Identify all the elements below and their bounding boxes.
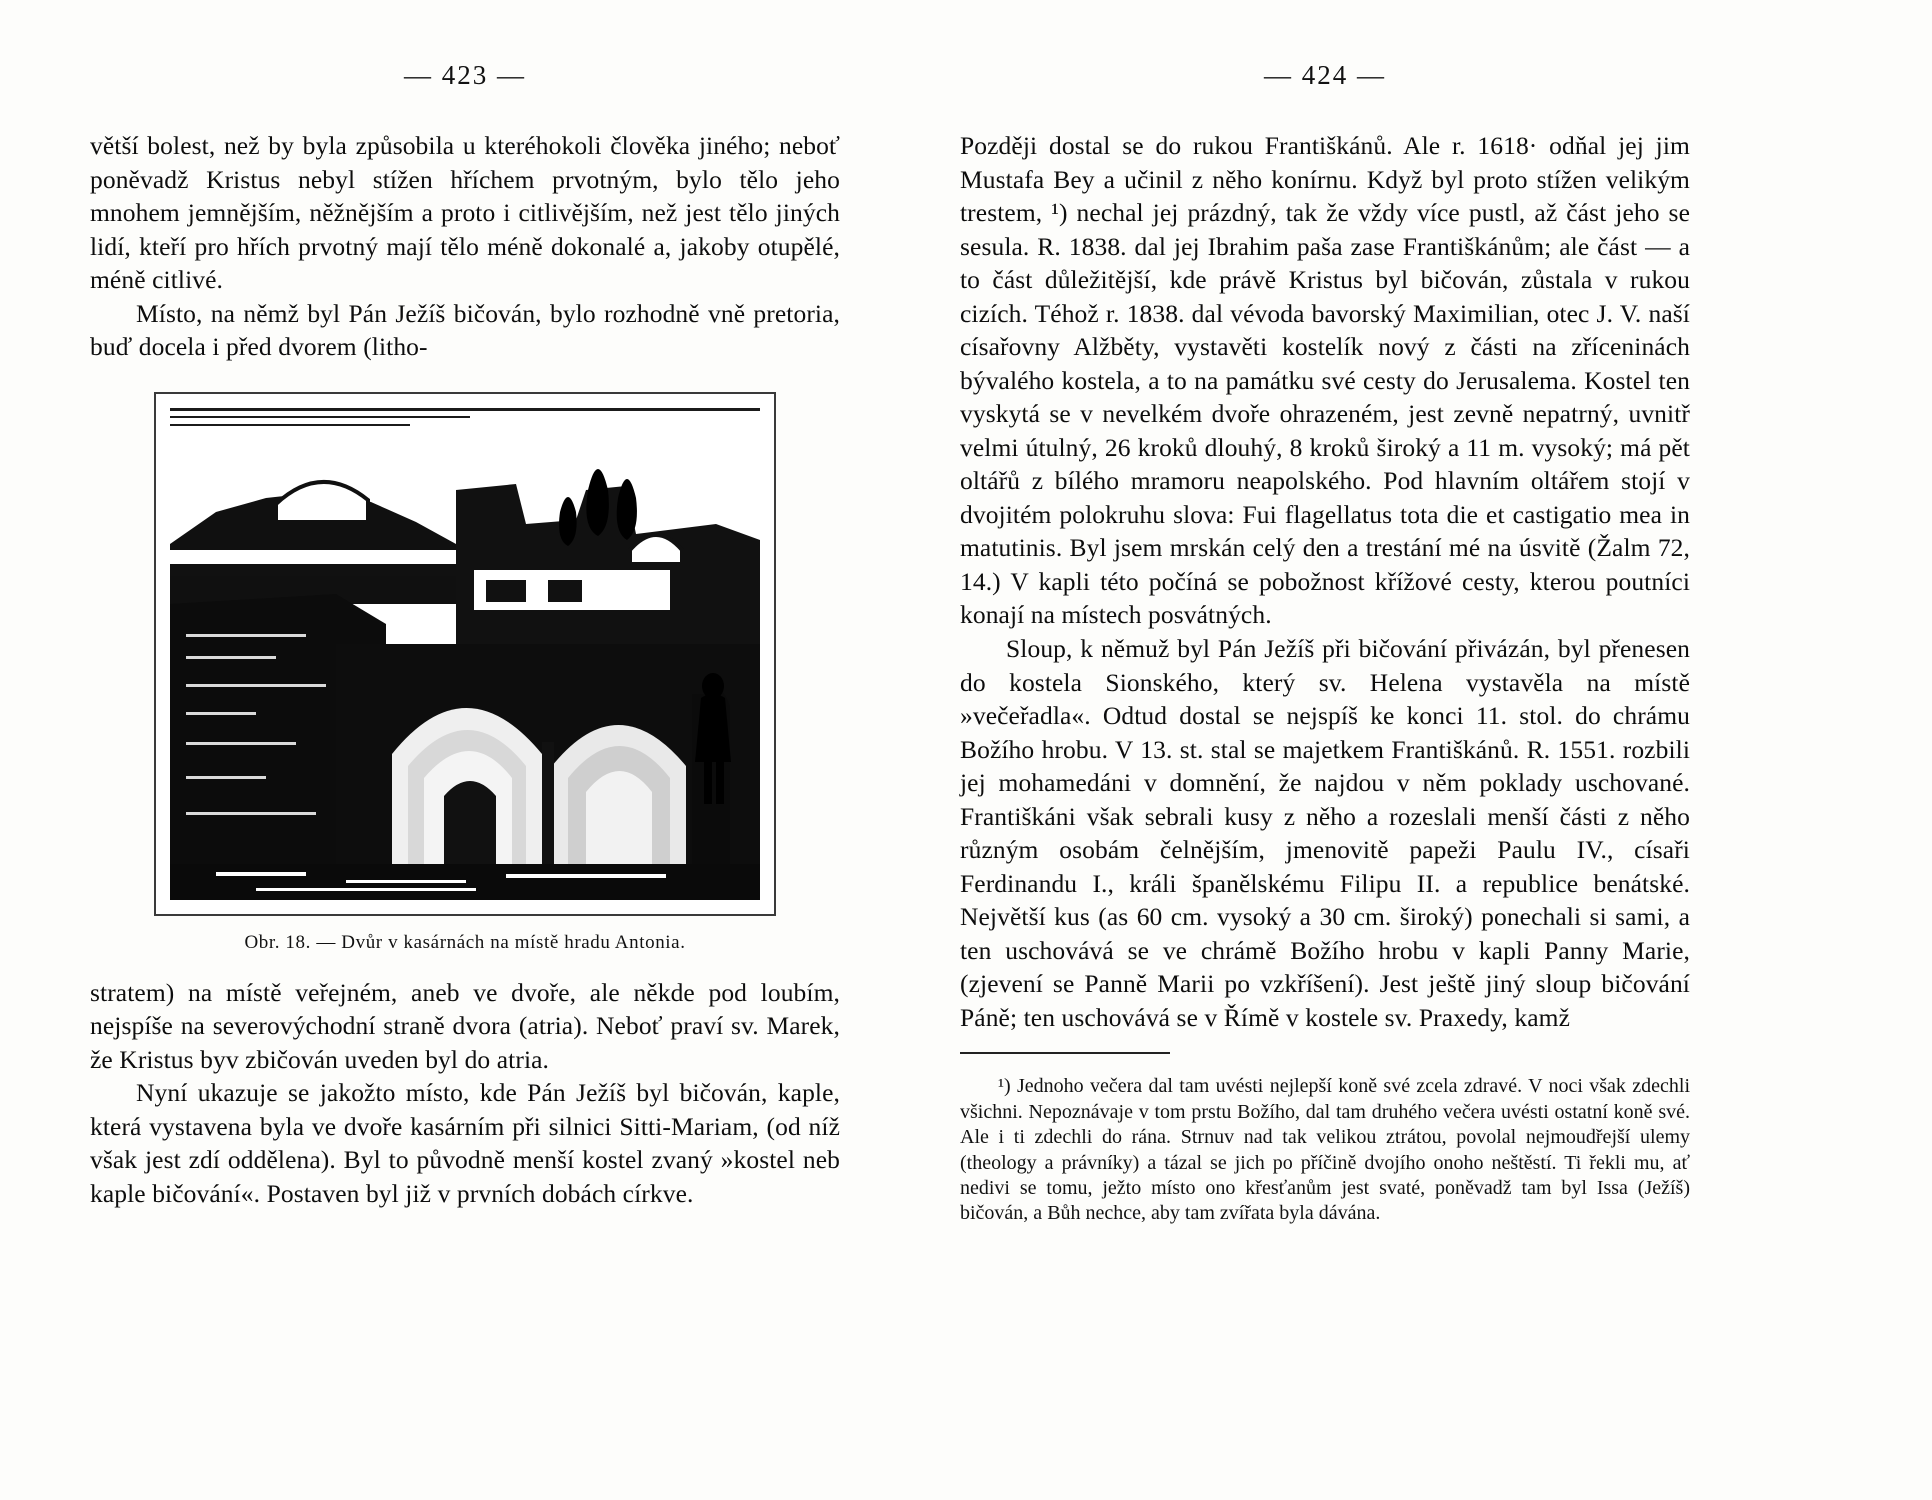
footnote-marker: ¹) bbox=[998, 1075, 1011, 1098]
left-page-body-after-figure bbox=[90, 976, 840, 1211]
figure-block bbox=[90, 392, 840, 954]
footnote-block bbox=[960, 1074, 1690, 1226]
illustration-frame bbox=[154, 392, 776, 916]
right-page-body bbox=[960, 129, 1690, 1034]
footnote-text bbox=[960, 1074, 1690, 1226]
left-page-body bbox=[90, 129, 840, 364]
paragraph: Místo, na němž byl Pán Ježíš bičován, bylo rozhodně vně pretoria, buď docela i před dvorem (litho- bbox=[90, 298, 840, 362]
paragraph: Sloup, k němuž byl Pán Ježíš při bičování přivázán, byl přenesen do kostela Sionského, který sv. Helena vystavěla na místě »večeřadla«. Odtud dostal se nejspíš ke konci 11. stol. do chrámu Božího hrobu. V 13. st. stal se majetkem Františkánů. R. 1551. rozbili jej mohamedáni v domnění, že najdou v něm poklady uschované. Františkáni však sebrali kusy z něho a rozeslali menší části z něho různým osobám čelnějším, jmenovitě papeži Paulu IV., císaři Ferdinandu I., králi španělskému Filipu II. a republice benátské. Největší kus (as 60 cm. vysoký a 30 cm. široký) ponechali si sami, a ten uschovává se ve chrámě Božího hrobu v kapli Panny Marie, (zjevení se Panně Marii po vzkříšení). Jest ještě jiný sloup bičování Páně; ten uschovává se v Římě v kostele sv. Praxedy, kamž bbox=[960, 633, 1690, 1032]
paragraph: větší bolest, než by byla způsobila u kteréhokoli člověka jiného; neboť poněvadž Kristus nebyl stížen hříchem prvotným, bylo tělo jeho mnohem jemnějším, něžnějším a proto i citlivějším, než jest tělo jiných lidí, kteří pro hřích prvotný mají tělo méně dokonalé a, jakoby otupělé, méně citlivé. bbox=[90, 131, 840, 295]
woodcut-courtyard-antonia-icon bbox=[156, 394, 774, 914]
page-number-right: — 424 — bbox=[1264, 60, 1386, 90]
paragraph: Nyní ukazuje se jakožto místo, kde Pán Ježíš byl bičován, kaple, která vystavena byla ve dvoře kasárním při silnici Sitti-Mariam, (od níž však jest zdí oddělena). Byl to původně menší kostel zvaný »kostel neb kaple bičování«. Postaven byl již v prvních dobách církve. bbox=[90, 1078, 840, 1208]
footnote-body: Jednoho večera dal tam uvésti nejlepší koně své zcela zdravé. V noci však zdechli všichni. Nepoznávaje v tom prstu Božího, dal tam druhého večera uvésti ostatní koně své. Ale i ti zdechli do rána. Strnuv nad tak velikou ztrátou, povolal nejmoudřejší ulemy (theology a právníky) a tázal se jich po příčině dvojího onoho neštěstí. Ti řekli mu, ať nedivi se tomu, ježto místo ono křesťanům jest svaté, poněvadž tam byl Issa (Ježíš) bičován, a Bůh nechce, aby tam zvířata byla dávána. bbox=[960, 1075, 1691, 1225]
footnote-divider bbox=[960, 1052, 1170, 1054]
right-page bbox=[890, 60, 1690, 1500]
figure-caption: Obr. 18. — Dvůr v kasárnách na místě hradu Antonia. bbox=[244, 931, 686, 953]
left-page bbox=[90, 60, 890, 1500]
paragraph: Později dostal se do rukou Františkánů. Ale r. 1618· odňal jej jim Mustafa Bey a učinil z něho konírnu. Když byl proto stížen velikým trestem, ¹) nechal jej prázdný, tak že vždy více pustl, až část jeho se sesula. R. 1838. dal jej Ibrahim paša zase Františkánům; ale část — a to část důležitější, kde právě Kristus byl bičován, zůstala v rukou cizích. Téhož r. 1838. dal vévoda bavorský Maximilian, otec J. V. naší císařovny Alžběty, vystavěti kostelík nový z části na zříceninách bývalého kostela, a to na památku své cesty do Jerusalema. Kostel ten vyskytá se v nevelkém dvoře ohrazeném, jest zevně nepatrný, uvnitř velmi útulný, 26 kroků dlouhý, 8 kroků široký a 11 m. vysoký; má pět oltářů z bílého mramoru neapolského. Pod hlavním oltářem stojí v dvojitém polokruhu slova: Fui flagellatus tota die et castigatio mea in matutinis. Byl jsem mrskán celý den a trestání mé na úsvitě (Žalm 72, 14.) V kapli této počíná se pobožnost křížové cesty, kterou poutníci konají na místech posvátných. bbox=[960, 131, 1690, 630]
page-number-left: — 423 — bbox=[404, 60, 526, 90]
paragraph: stratem) na místě veřejném, aneb ve dvoře, ale někde pod loubím, nejspíše na severovýchodní straně dvora (atria). Neboť praví sv. Marek, že Kristus byv zbičován uveden byl do atria. bbox=[90, 977, 840, 1074]
